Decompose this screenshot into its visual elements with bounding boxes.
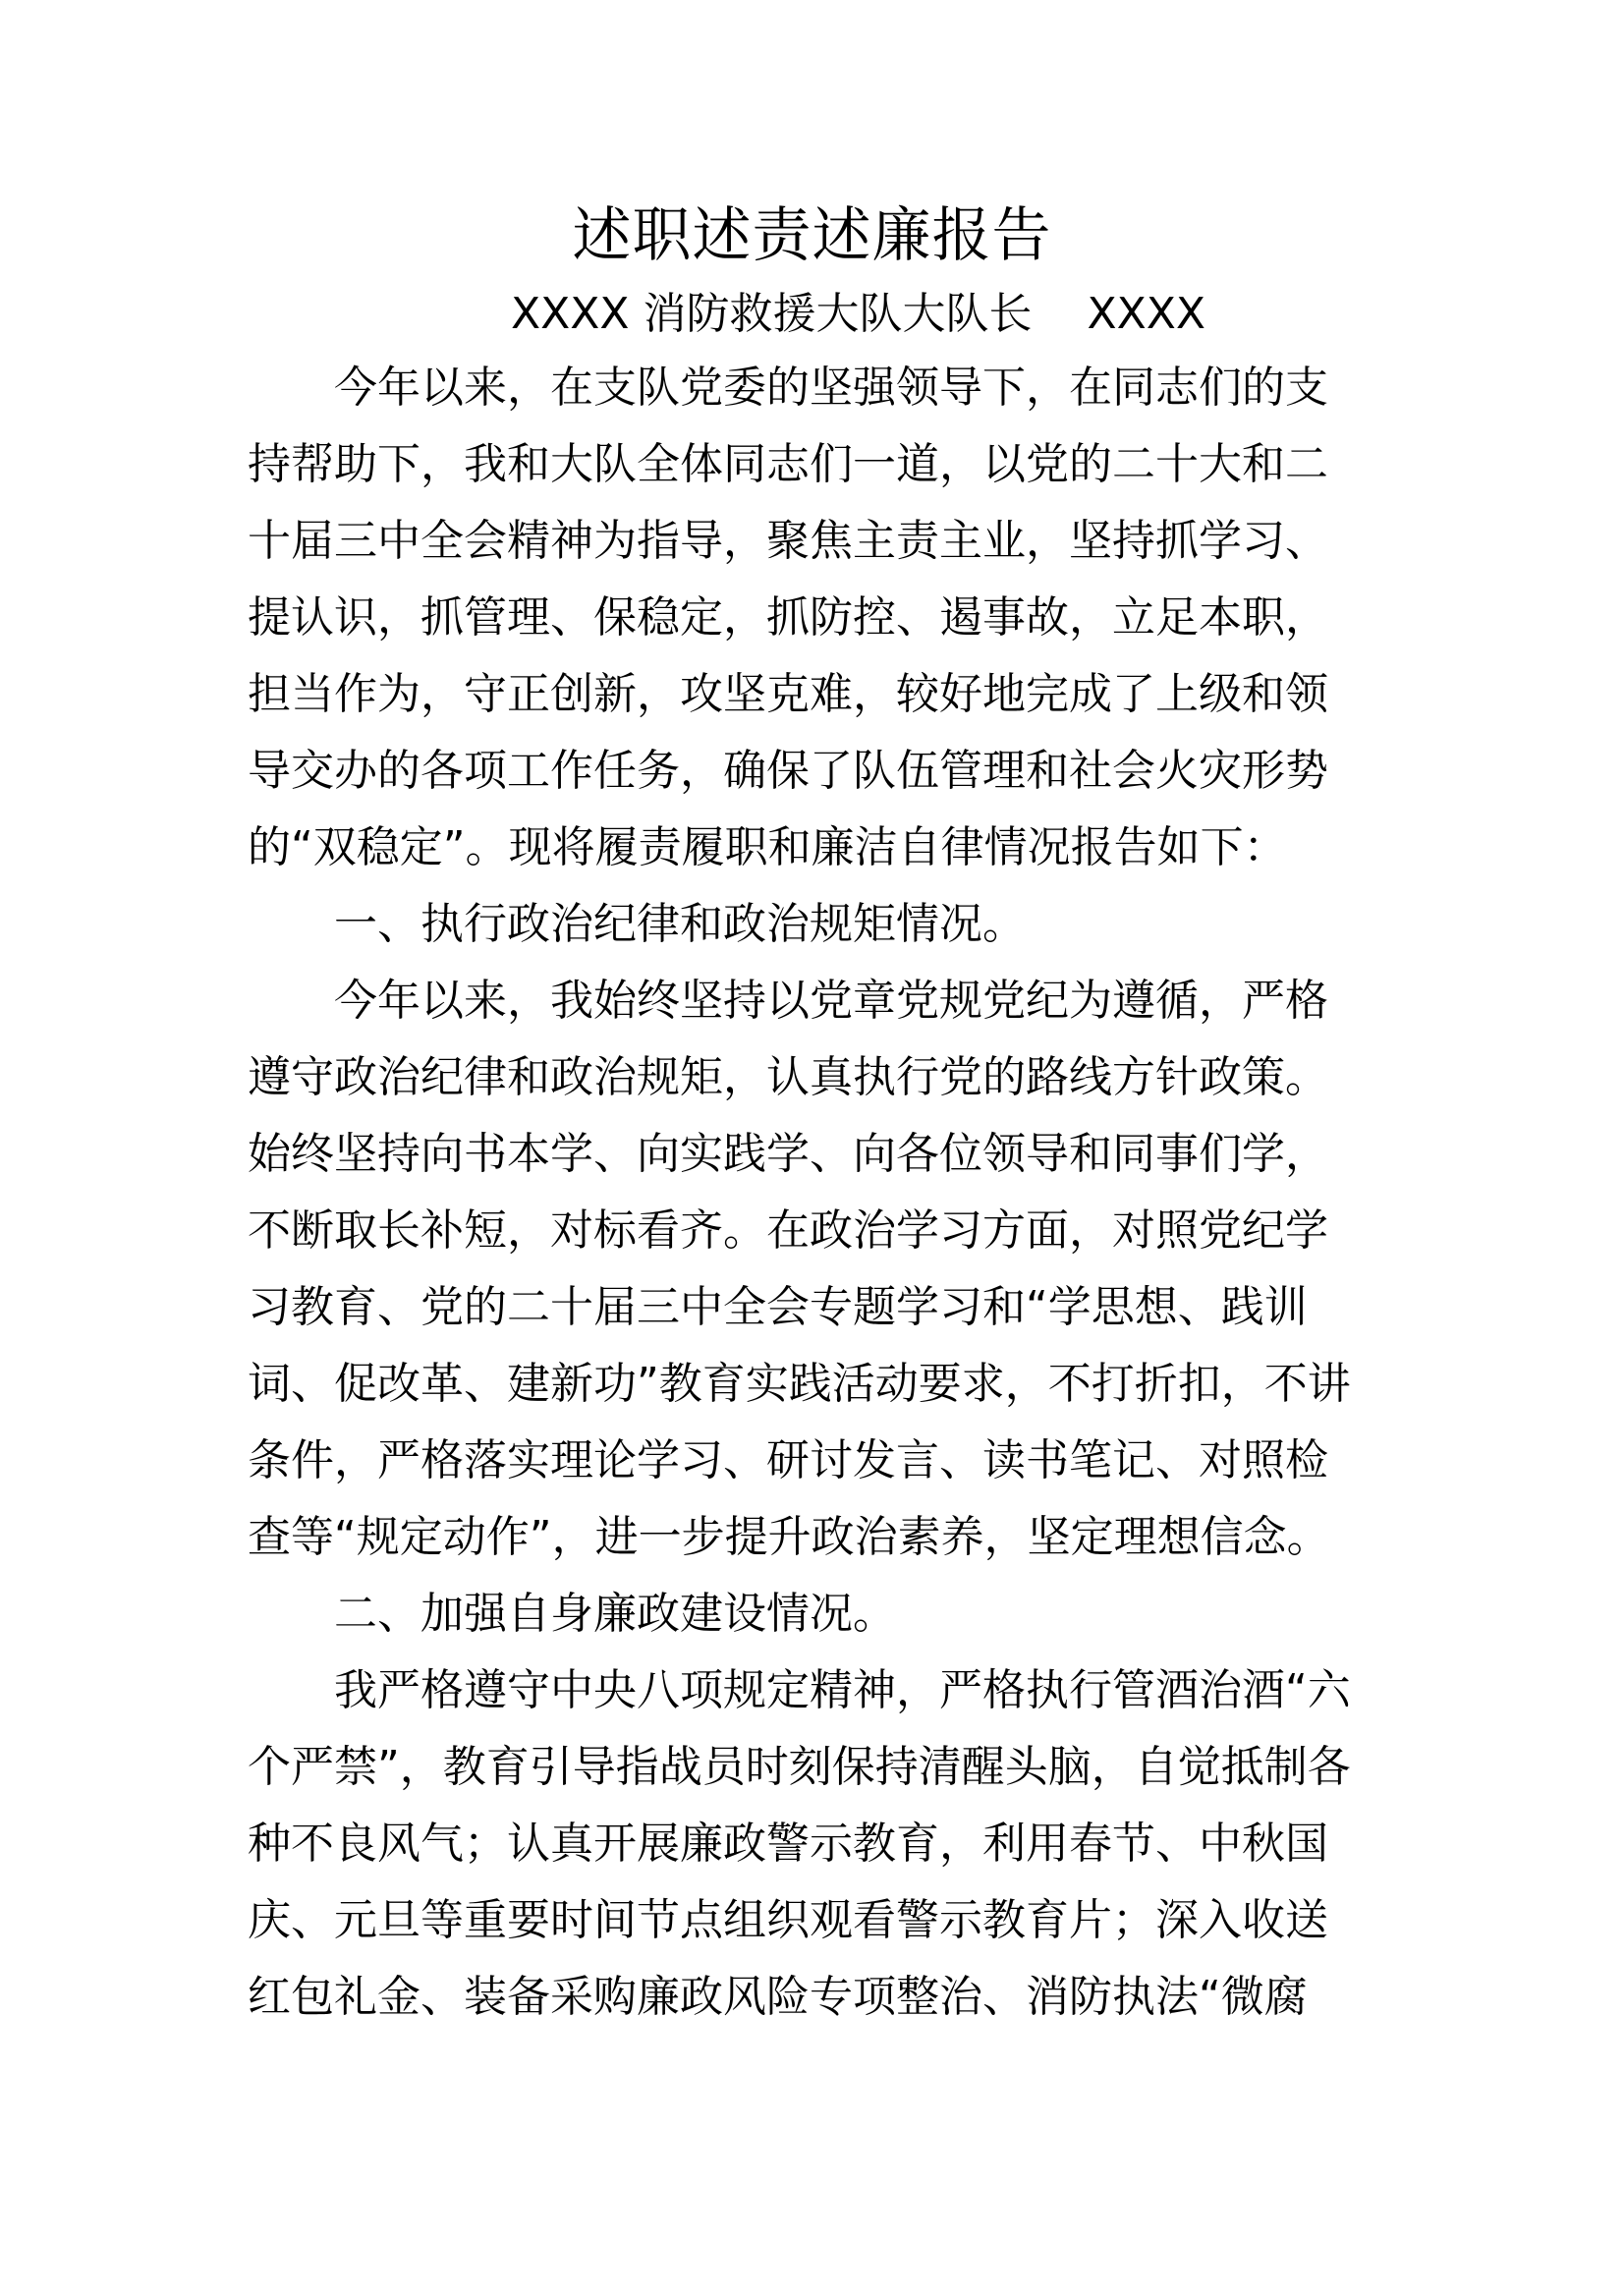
paragraph-line: 持帮助下，我和大队全体同志们一道，以党的二十大和二 [248, 439, 1328, 489]
document-title: 述职述责述廉报告 [572, 201, 1052, 270]
paragraph-line: 查等“规定动作”，进一步提升政治素养，坚定理想信念。 [248, 1512, 1330, 1562]
paragraph-line: 不断取长补短，对标看齐。在政治学习方面，对照党纪学 [248, 1205, 1328, 1256]
paragraph-line: 庆、元旦等重要时间节点组织观看警示教育片；深入收送 [248, 1895, 1328, 1945]
paragraph-line: 个严禁”，教育引导指战员时刻保持清醒头脑，自觉抵制各 [248, 1742, 1351, 1792]
paragraph-line: 导交办的各项工作任务，确保了队伍管理和社会火灾形势 [248, 746, 1328, 796]
paragraph-line: 十届三中全会精神为指导，聚焦主责主业，坚持抓学习、 [248, 516, 1328, 566]
section-heading: 一、执行政治纪律和政治规矩情况。 [334, 899, 1026, 949]
paragraph-line: 种不良风气；认真开展廉政警示教育，利用春节、中秋国 [248, 1819, 1328, 1869]
paragraph-line: 提认识，抓管理、保稳定，抓防控、遏事故，立足本职， [248, 592, 1328, 643]
document-byline: XXXX 消防救援大队大队长 XXXX [511, 289, 1206, 339]
paragraph-line: 习教育、党的二十届三中全会专题学习和“学思想、践训 [248, 1282, 1308, 1332]
paragraph-line: 我严格遵守中央八项规定精神，严格执行管酒治酒“六 [334, 1665, 1351, 1715]
paragraph-line: 遵守政治纪律和政治规矩，认真执行党的路线方针政策。 [248, 1052, 1328, 1102]
paragraph-line: 的“双稳定”。现将履责履职和廉洁自律情况报告如下： [248, 822, 1287, 872]
paragraph-line: 今年以来，我始终坚持以党章党规党纪为遵循，严格 [334, 976, 1328, 1026]
paragraph-line: 始终坚持向书本学、向实践学、向各位领导和同事们学， [248, 1129, 1328, 1179]
paragraph-line: 红包礼金、装备采购廉政风险专项整治、消防执法“微腐 [248, 1972, 1308, 2022]
paragraph-line: 条件，严格落实理论学习、研讨发言、读书笔记、对照检 [248, 1435, 1328, 1485]
paragraph-line: 词、促改革、建新功”教育实践活动要求，不打折扣，不讲 [248, 1359, 1351, 1409]
paragraph-line: 担当作为，守正创新，攻坚克难，较好地完成了上级和领 [248, 669, 1328, 719]
paragraph-line: 今年以来，在支队党委的坚强领导下，在同志们的支 [334, 363, 1328, 413]
section-heading: 二、加强自身廉政建设情况。 [334, 1589, 896, 1639]
